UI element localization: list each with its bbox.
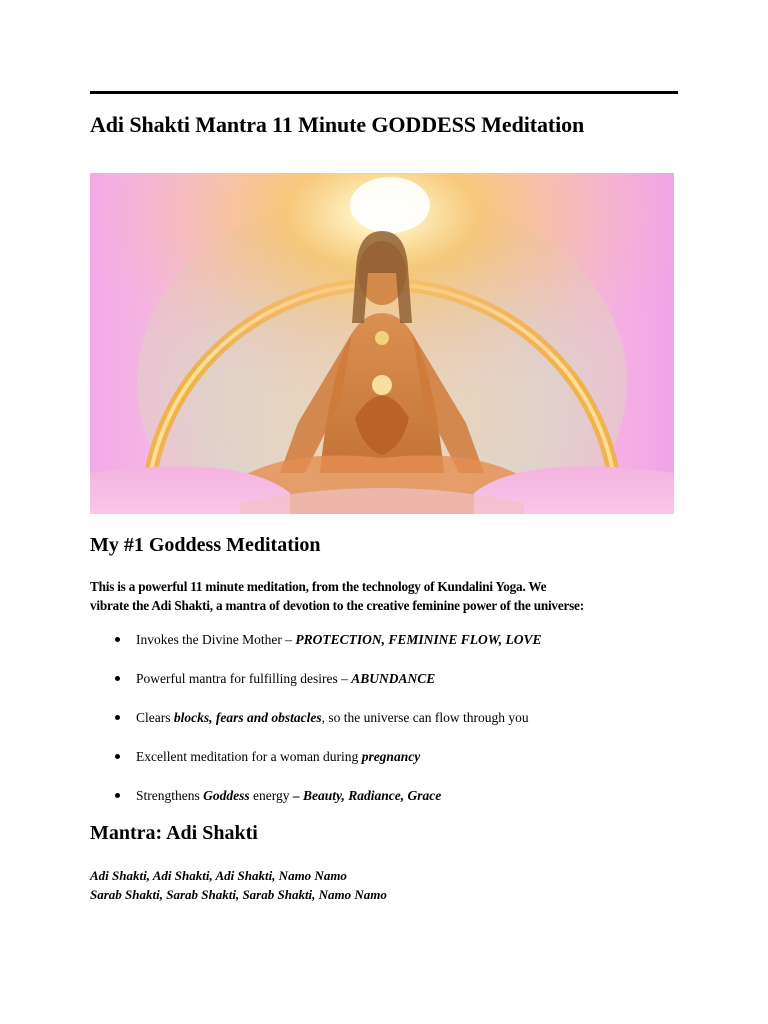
bullet-icon: [115, 676, 120, 681]
bullet-icon: [115, 637, 120, 642]
bullet-icon: [115, 754, 120, 759]
list-item: Excellent meditation for a woman during pregnancy: [90, 748, 678, 787]
mantra-line-1: Adi Shakti, Adi Shakti, Adi Shakti, Namo Namo: [90, 868, 347, 883]
list-item: Powerful mantra for fulfilling desires – ABUNDANCE: [90, 670, 678, 709]
meditation-illustration-icon: [90, 173, 674, 514]
list-item: Clears blocks, fears and obstacles, so the universe can flow through you: [90, 709, 678, 748]
top-rule: [90, 91, 678, 94]
list-item: Invokes the Divine Mother – PROTECTION, FEMININE FLOW, LOVE: [90, 631, 678, 670]
mantra-line-2: Sarab Shakti, Sarab Shakti, Sarab Shakti, Namo Namo: [90, 887, 387, 902]
intro-line-2: vibrate the Adi Shakti, a mantra of devotion to the creative feminine power of the universe:: [90, 598, 584, 613]
section-heading-mantra: Mantra: Adi Shakti: [90, 822, 258, 844]
document-title: Adi Shakti Mantra 11 Minute GODDESS Meditation: [90, 112, 585, 137]
mantra-text: [90, 866, 387, 904]
section-heading-goddess: My #1 Goddess Meditation: [90, 534, 321, 556]
intro-paragraph: [90, 577, 680, 615]
list-item: Strengthens Goddess energy – Beauty, Radiance, Grace: [90, 787, 678, 826]
goddess-meditation-image: [90, 173, 674, 514]
benefits-list: [90, 631, 678, 826]
bullet-icon: [115, 793, 120, 798]
bullet-icon: [115, 715, 120, 720]
intro-line-1: This is a powerful 11 minute meditation, from the technology of Kundalini Yoga. We: [90, 579, 547, 594]
